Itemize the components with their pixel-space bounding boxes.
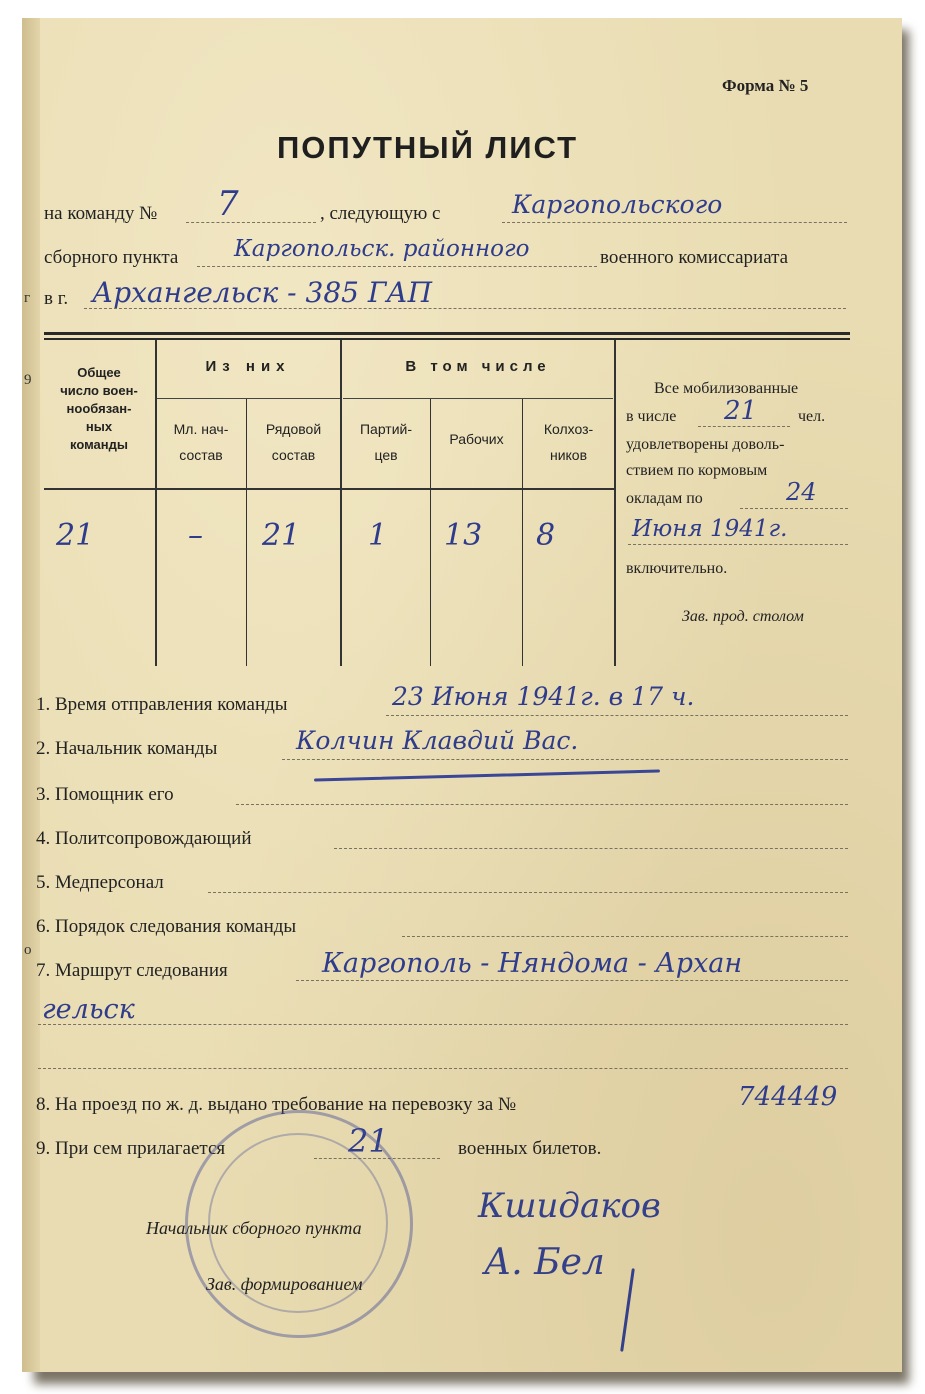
item-label: На проезд по ж. д. выдано требование на перевозку за № (55, 1094, 517, 1115)
item-label: Начальник команды (55, 738, 218, 759)
destination-value: Архангельск - 385 ГАП (92, 276, 433, 309)
value-kolhoznikov: 8 (536, 518, 556, 553)
item-4 (36, 828, 252, 850)
note-day: 24 (786, 478, 817, 506)
formation-label: Зав. формированием (206, 1274, 363, 1294)
note-line3: удовлетворены доволь- (626, 436, 785, 453)
item-7-line (296, 980, 848, 981)
note-line2-suffix: чел. (798, 408, 826, 425)
note-signature-label: Зав. прод. столом (682, 608, 804, 625)
item-number: 5. (36, 872, 51, 893)
form-number: Форма № 5 (722, 76, 809, 95)
note-count: 21 (724, 396, 758, 426)
formation-signature: А. Бел (484, 1242, 605, 1283)
item-5 (36, 872, 164, 894)
header-line: Партий- (359, 421, 413, 437)
item-label: Политсопровождающий (55, 828, 252, 849)
column-divider (155, 340, 157, 666)
header-ryadovoy (247, 416, 340, 468)
item-label: Маршрут следования (55, 960, 228, 981)
edge-mark: о (24, 942, 32, 958)
item-3-line (236, 804, 848, 805)
note-date: Июня 1941г. (632, 516, 788, 542)
header-line: цев (374, 447, 398, 463)
item-number: 4. (36, 828, 51, 849)
item-1-line (386, 715, 848, 716)
value-ml-nach: – (188, 518, 203, 553)
item-9-suffix: военных билетов. (458, 1138, 602, 1159)
note-line4: ствием по кормовым (626, 462, 768, 479)
value-partiitsev: 1 (368, 518, 388, 553)
item-5-line (208, 892, 848, 893)
header-total-line: ных (85, 419, 113, 434)
header-iz-nih: Из них (205, 358, 291, 375)
item-9 (36, 1138, 225, 1160)
item-2-value: Колчин Клавдий Вас. (296, 726, 579, 755)
team-label: на команду № (44, 203, 158, 224)
header-line: состав (271, 447, 316, 463)
city-label: в г. (44, 288, 69, 309)
commissariat-value: Каргопольск. районного (234, 236, 530, 262)
value-ryadovoy: 21 (262, 518, 301, 553)
item-7-value: Каргополь - Няндома - Архан (322, 948, 743, 979)
commissariat-line (197, 266, 597, 267)
signature-stroke (620, 1268, 635, 1352)
header-rabochih: Рабочих (449, 431, 504, 447)
item-4-line (334, 848, 848, 849)
note-line2-prefix: в числе (626, 408, 677, 425)
note-day-line (740, 508, 848, 509)
edge-mark: г (24, 290, 31, 306)
note-count-line (698, 426, 790, 427)
table-top-rule (44, 332, 850, 335)
item-6-line (402, 936, 848, 937)
item-2 (36, 738, 217, 760)
item-9-value: 21 (348, 1122, 389, 1160)
note-date-line (628, 544, 848, 545)
team-number: 7 (217, 184, 239, 224)
item-8-value: 744449 (738, 1082, 838, 1112)
header-total-line: нообязан- (66, 401, 132, 416)
header-total-line: число воен- (60, 383, 138, 398)
table-header-rule (44, 488, 616, 490)
item-2-line (282, 759, 848, 760)
item-1 (36, 694, 288, 716)
value-total: 21 (56, 518, 95, 553)
item-number: 1. (36, 694, 51, 715)
header-line: ников (549, 447, 588, 463)
item-number: 3. (36, 784, 51, 805)
from-point-value: Каргопольского (512, 190, 723, 219)
table-top-rule (44, 338, 850, 340)
subheader-rule (343, 398, 613, 399)
item-6 (36, 916, 296, 938)
item-label: Порядок следования команды (55, 916, 297, 937)
header-total (44, 364, 154, 454)
item-label: Медперсонал (55, 872, 164, 893)
item-7-value-cont: гельск (42, 994, 135, 1025)
chief-label: Начальник сборного пункта (146, 1218, 362, 1238)
edge-mark: 9 (24, 372, 32, 388)
item-label: При сем прилагается (55, 1138, 226, 1159)
header-kolhoznikov (523, 416, 614, 468)
item-7-line-3 (38, 1068, 848, 1069)
item-number: 8. (36, 1094, 51, 1115)
header-line: Колхоз- (543, 421, 594, 437)
chief-signature: Кшидаков (478, 1186, 661, 1226)
header-line: Мл. нач- (173, 421, 229, 437)
header-line: состав (179, 447, 223, 463)
item-number: 9. (36, 1138, 51, 1159)
note-line1: Все мобилизованные (654, 380, 799, 397)
commissariat-suffix: военного комиссариата (600, 247, 789, 268)
column-divider (614, 340, 616, 666)
item-7-line-2 (38, 1024, 848, 1025)
header-v-tom-chisle: В том числе (405, 358, 551, 375)
header-total-line: команды (70, 437, 128, 452)
from-line (502, 222, 847, 223)
collection-point-label: сборного пункта (44, 247, 179, 268)
item-label: Помощник его (55, 784, 174, 805)
item-1-value: 23 Июня 1941г. в 17 ч. (392, 682, 695, 711)
following-from-label: , следующую с (320, 203, 441, 224)
header-partiitsev (342, 416, 430, 468)
item-number: 6. (36, 916, 51, 937)
document-sheet (22, 18, 902, 1372)
header-line: Рядовой (265, 421, 322, 437)
item-number: 7. (36, 960, 51, 981)
column-divider (340, 340, 342, 666)
handwritten-underline (314, 769, 660, 781)
header-ml-nach (156, 416, 246, 468)
team-number-line (186, 222, 316, 223)
item-number: 2. (36, 738, 51, 759)
document-title: ПОПУТНЫЙ ЛИСТ (277, 130, 579, 165)
header-total-line: Общее (77, 365, 121, 380)
item-label: Время отправления команды (55, 694, 288, 715)
note-line5-prefix: окладам по (626, 490, 703, 507)
value-rabochih: 13 (444, 518, 483, 553)
note-line7: включительно. (626, 560, 728, 577)
item-7 (36, 960, 228, 982)
subheader-rule (156, 398, 342, 399)
item-3 (36, 784, 174, 806)
